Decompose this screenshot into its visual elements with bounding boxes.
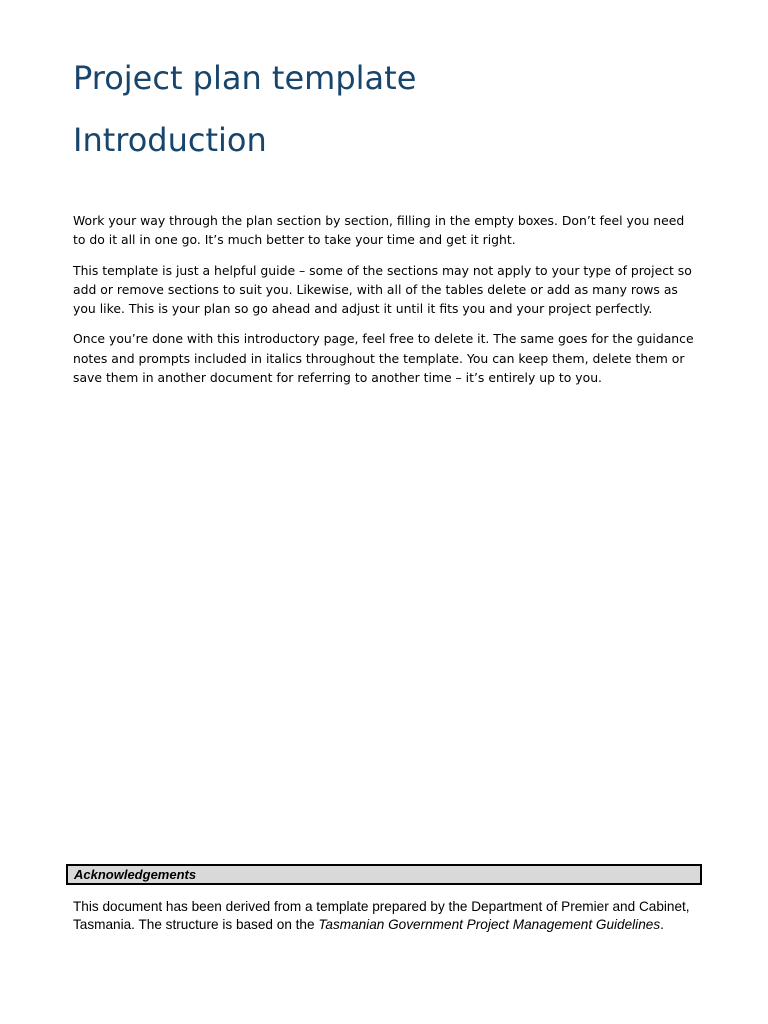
acknowledgements-title: Acknowledgements <box>74 867 197 882</box>
acknowledgements-text-start: This document has been derived from a template prepared by the Department of Premier and Cabinet, Tasmania. The structure is based on the <box>73 899 690 932</box>
acknowledgements-heading-box <box>66 864 702 885</box>
intro-paragraph-1: Work your way through the plan section by section, filling in the empty boxes. Don’t feel you need to do it all in one go. It’s much better to take your time and get it right. <box>73 213 685 248</box>
acknowledgements-text <box>73 898 693 934</box>
intro-paragraph-3: Once you’re done with this introductory page, feel free to delete it. The same goes for the guidance notes and prompts included in italics throughout the template. You can keep them, delete them or save them in another document for referring to another time – it’s entirely up to you. <box>73 331 694 386</box>
introduction-body <box>73 211 695 398</box>
guidelines-title: Tasmanian Government Project Management Guidelines <box>318 917 661 932</box>
introduction-heading: Introduction <box>73 121 267 159</box>
document-title: Project plan template <box>73 59 417 97</box>
acknowledgements-text-end: . <box>660 917 664 932</box>
intro-paragraph-2: This template is just a helpful guide – some of the sections may not apply to your type of project so add or remove sections to suit you. Likewise, with all of the tables delete or add as many rows as you like. This is your plan so go ahead and adjust it until it fits you and your project perfectly. <box>73 262 692 317</box>
